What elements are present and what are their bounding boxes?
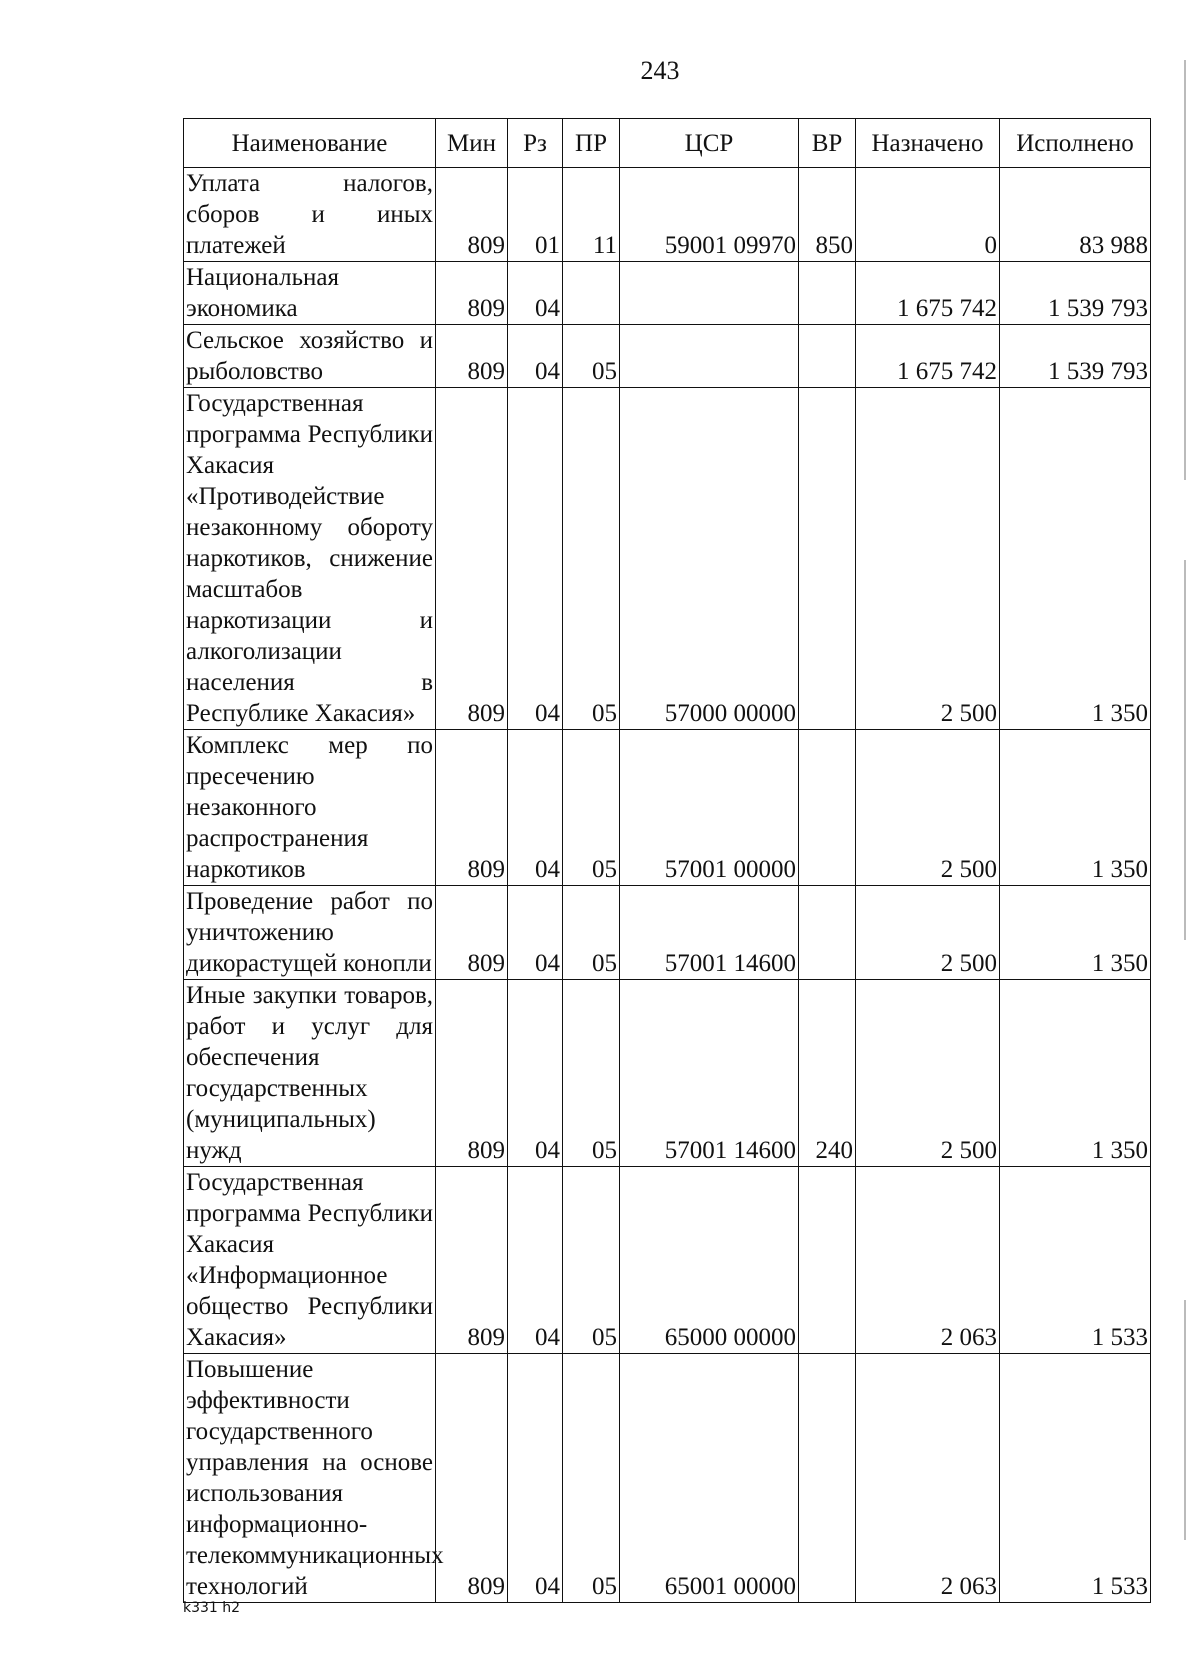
row-vr	[799, 730, 856, 886]
row-assigned: 2 500	[856, 730, 1000, 886]
footer-code: k331 h2	[183, 1600, 241, 1616]
row-csr: 57001 14600	[620, 886, 799, 980]
budget-table	[183, 118, 1151, 1603]
row-pr: 11	[563, 168, 620, 262]
row-min: 809	[436, 388, 508, 730]
row-rz: 04	[508, 325, 563, 388]
row-assigned: 2 063	[856, 1167, 1000, 1354]
row-min: 809	[436, 168, 508, 262]
header-rz: Рз	[508, 119, 563, 168]
row-pr: 05	[563, 980, 620, 1167]
row-csr	[620, 325, 799, 388]
row-assigned: 0	[856, 168, 1000, 262]
row-min: 809	[436, 1167, 508, 1354]
row-min: 809	[436, 730, 508, 886]
row-name: Повышение эффективности государственного управления на основе использования информационно-телекоммуникационных технологий	[184, 1354, 436, 1603]
table-row	[184, 886, 1151, 980]
row-name: Сельское хозяйство и рыболовство	[184, 325, 436, 388]
table-header-row	[184, 119, 1151, 168]
scan-edge-mark	[1184, 560, 1186, 940]
row-csr: 65001 00000	[620, 1354, 799, 1603]
row-min: 809	[436, 325, 508, 388]
row-name: Государственная программа Республики Хакасия «Противодействие незаконному обороту наркотиков, снижение масштабов наркотизации и алкоголизации населения в Республике Хакасия»	[184, 388, 436, 730]
header-vr: ВР	[799, 119, 856, 168]
row-rz: 04	[508, 1354, 563, 1603]
table-row	[184, 168, 1151, 262]
row-executed: 1 533	[1000, 1354, 1151, 1603]
row-pr	[563, 262, 620, 325]
row-csr: 57001 14600	[620, 980, 799, 1167]
header-executed: Исполнено	[1000, 119, 1151, 168]
row-pr: 05	[563, 325, 620, 388]
row-name: Государственная программа Республики Хакасия «Информационное общество Республики Хакасия»	[184, 1167, 436, 1354]
header-min: Мин	[436, 119, 508, 168]
row-csr: 57001 00000	[620, 730, 799, 886]
row-vr	[799, 325, 856, 388]
row-rz: 04	[508, 262, 563, 325]
row-pr: 05	[563, 730, 620, 886]
row-rz: 04	[508, 730, 563, 886]
row-executed: 1 539 793	[1000, 262, 1151, 325]
row-csr: 65000 00000	[620, 1167, 799, 1354]
row-name: Уплата налогов, сборов и иных платежей	[184, 168, 436, 262]
row-executed: 1 350	[1000, 388, 1151, 730]
row-assigned: 2 500	[856, 980, 1000, 1167]
table-row	[184, 388, 1151, 730]
row-assigned: 1 675 742	[856, 262, 1000, 325]
row-rz: 01	[508, 168, 563, 262]
row-vr	[799, 886, 856, 980]
row-assigned: 2 063	[856, 1354, 1000, 1603]
row-pr: 05	[563, 1167, 620, 1354]
row-pr: 05	[563, 1354, 620, 1603]
row-vr	[799, 1167, 856, 1354]
row-assigned: 2 500	[856, 886, 1000, 980]
row-name: Проведение работ по уничтожению дикорастущей конопли	[184, 886, 436, 980]
row-vr: 850	[799, 168, 856, 262]
row-executed: 1 350	[1000, 980, 1151, 1167]
row-csr: 59001 09970	[620, 168, 799, 262]
table-row	[184, 1167, 1151, 1354]
row-name: Комплекс мер по пресечению незаконного распространения наркотиков	[184, 730, 436, 886]
row-rz: 04	[508, 980, 563, 1167]
row-min: 809	[436, 1354, 508, 1603]
row-min: 809	[436, 886, 508, 980]
table-row	[184, 262, 1151, 325]
row-executed: 1 533	[1000, 1167, 1151, 1354]
table-row	[184, 730, 1151, 886]
table-row	[184, 325, 1151, 388]
row-rz: 04	[508, 1167, 563, 1354]
row-rz: 04	[508, 388, 563, 730]
row-executed: 1 350	[1000, 730, 1151, 886]
row-assigned: 1 675 742	[856, 325, 1000, 388]
row-name: Иные закупки товаров, работ и услуг для обеспечения государственных (муниципальных) нужд	[184, 980, 436, 1167]
scan-edge-mark	[1184, 1300, 1186, 1540]
row-pr: 05	[563, 886, 620, 980]
row-assigned: 2 500	[856, 388, 1000, 730]
row-csr: 57000 00000	[620, 388, 799, 730]
row-vr: 240	[799, 980, 856, 1167]
row-executed: 1 539 793	[1000, 325, 1151, 388]
header-pr: ПР	[563, 119, 620, 168]
row-pr: 05	[563, 388, 620, 730]
row-csr	[620, 262, 799, 325]
header-assigned: Назначено	[856, 119, 1000, 168]
row-min: 809	[436, 980, 508, 1167]
row-vr	[799, 262, 856, 325]
table-row	[184, 1354, 1151, 1603]
table-row	[184, 980, 1151, 1167]
header-name: Наименование	[184, 119, 436, 168]
row-min: 809	[436, 262, 508, 325]
row-executed: 83 988	[1000, 168, 1151, 262]
row-executed: 1 350	[1000, 886, 1151, 980]
row-vr	[799, 388, 856, 730]
row-rz: 04	[508, 886, 563, 980]
row-vr	[799, 1354, 856, 1603]
header-csr: ЦСР	[620, 119, 799, 168]
row-name: Национальная экономика	[184, 262, 436, 325]
page-number: 243	[640, 56, 680, 85]
scan-edge-mark	[1184, 60, 1186, 480]
